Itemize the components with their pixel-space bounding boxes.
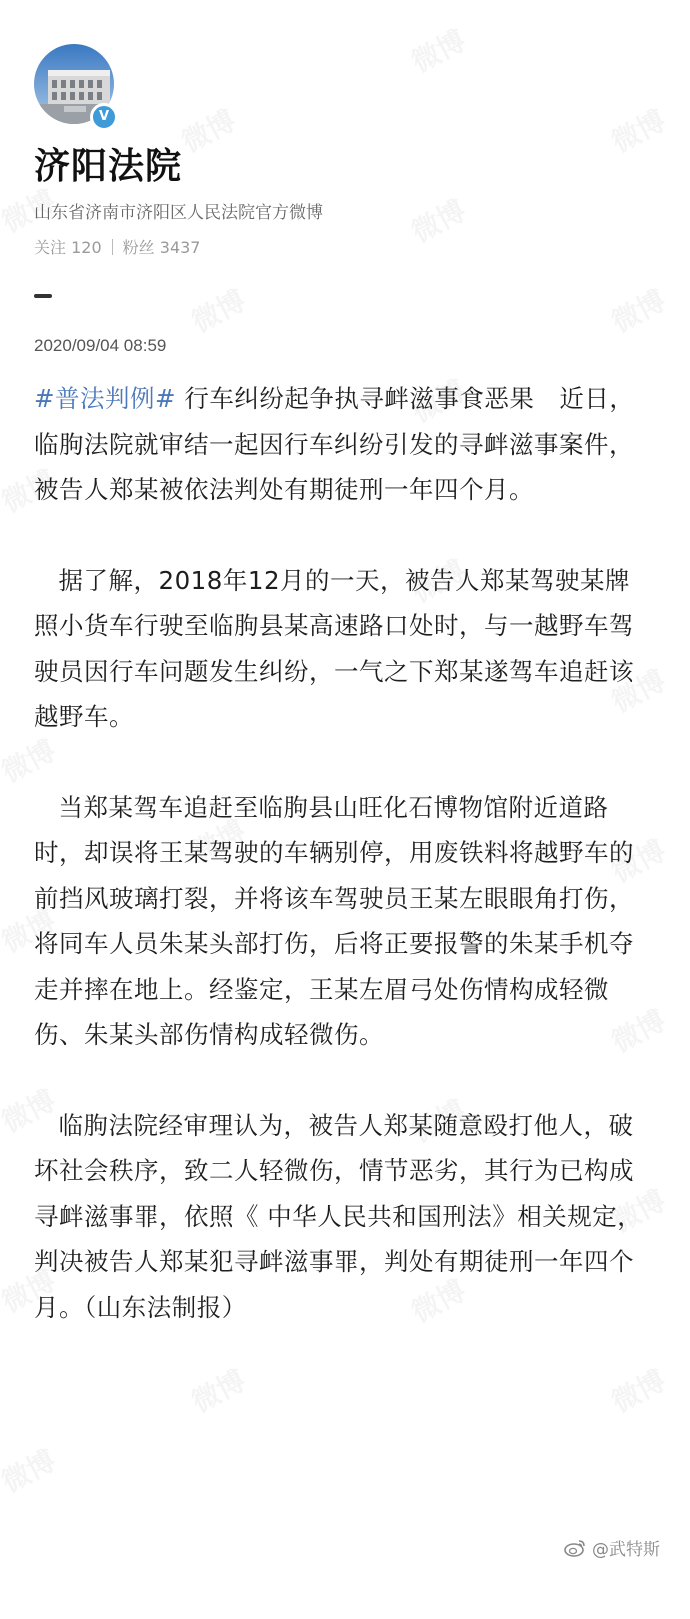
followers-stat[interactable] (123, 235, 201, 258)
post-paragraph-text: 行车纠纷起争执寻衅滋事食恶果 近日，临朐法院就审结一起因行车纠纷引发的寻衅滋事案件，被告人郑某被依法判处有期徒刑一年四个月。 (34, 384, 635, 504)
following-label: 关注 (34, 238, 67, 257)
followers-count: 3437 (159, 238, 201, 257)
hashtag-link[interactable]: #普法判例# (34, 384, 177, 413)
following-stat[interactable] (34, 235, 102, 258)
post-paragraph (34, 376, 644, 513)
source-handle: @武特斯 (592, 1540, 660, 1560)
post-paragraph: 当郑某驾车追赶至临朐县山旺化石博物馆附近道路时，却误将王某驾驶的车辆别停，用废铁料将越野车的前挡风玻璃打裂，并将该车驾驶员王某左眼眼角打伤，将同车人员朱某头部打伤，后将正要报警的朱某手机夺走并摔在地上。经鉴定，王某左眉弓处伤情构成轻微伤、朱某头部伤情构成轻微伤。 (34, 792, 634, 1049)
post-paragraph: 临朐法院经审理认为，被告人郑某随意殴打他人，破坏社会秩序，致二人轻微伤，情节恶劣，其行为已构成寻衅滋事罪，依照《 中华人民共和国刑法》相关规定，判决被告人郑某犯寻衅滋事罪，判处有期徒刑一年四个月。（山东法制报） (34, 1110, 643, 1322)
profile-header (34, 44, 654, 124)
source-watermark (564, 1535, 660, 1560)
following-count: 120 (71, 238, 102, 257)
account-stats (34, 235, 200, 258)
post-body (34, 376, 644, 1330)
paragraph-gap (34, 1058, 644, 1103)
post-timestamp: 2020/09/04 08:59 (34, 336, 167, 355)
verified-v-icon: V (90, 103, 118, 131)
weibo-logo-icon (564, 1539, 586, 1557)
post-paragraph: 据了解，2018年12月的一天，被告人郑某驾驶某牌照小货车行驶至临朐县某高速路口处时，与一越野车驾驶员因行车问题发生纠纷，一气之下郑某遂驾车追赶该越野车。 (34, 565, 634, 731)
paragraph-gap (34, 740, 644, 785)
account-bio: 山东省济南市济阳区人民法院官方微博 (34, 203, 323, 223)
account-name[interactable]: 济阳法院 (34, 146, 183, 187)
paragraph-gap (34, 513, 644, 558)
stats-divider (112, 239, 113, 255)
followers-label: 粉丝 (122, 238, 155, 257)
section-divider (34, 294, 52, 298)
